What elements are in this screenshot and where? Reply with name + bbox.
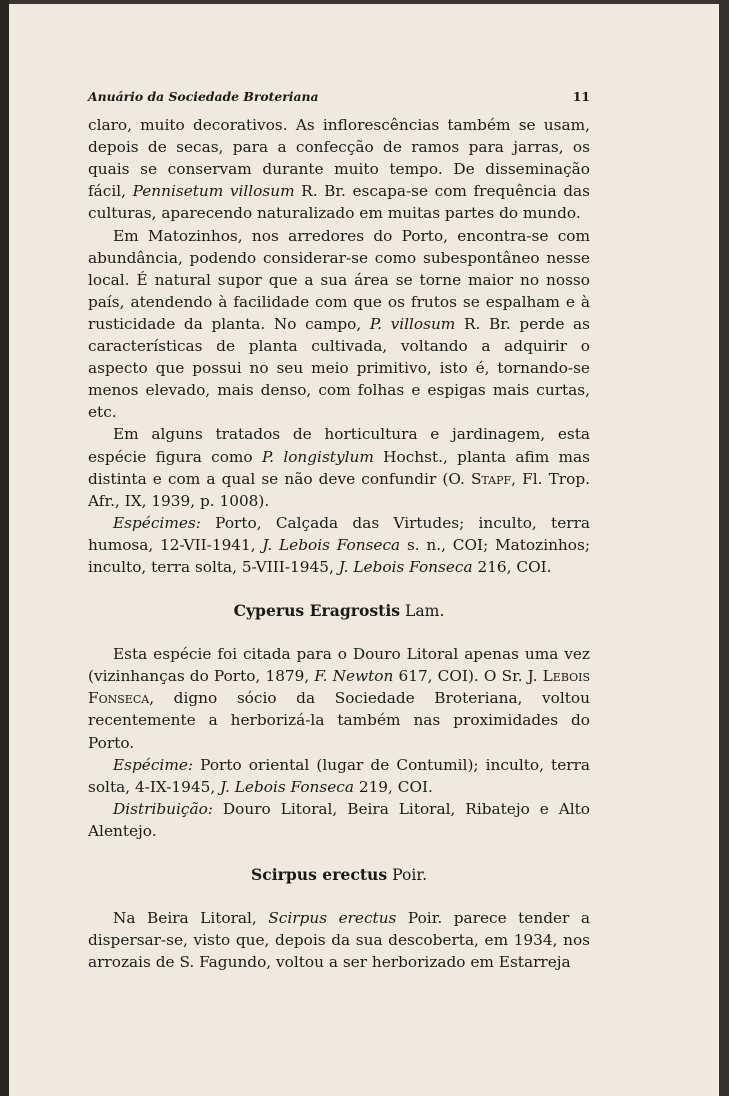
paragraph-scirpus: Na Beira Litoral, Scirpus erectus Poir. parece tender a dispersar-se, visto que, depois da sua descoberta, em 1934, nos arrozais de S. Fagundo, voltou a ser herborizado em Estarreja xyxy=(88,909,590,972)
species-name: Scirpus erectus xyxy=(268,909,397,928)
paragraph-cyperus-citation: Esta espécie foi citada para o Douro Litoral apenas uma vez (vizinhanças do Porto, 1879, F. Newton 617, COI). O Sr. J. Lebois Fonseca, digno sócio da Sociedade Broteriana, voltou recentemente a herborizá-la também nas proximidades do Porto. xyxy=(88,645,590,752)
section-heading-scirpus: Scirpus erectus Poir. xyxy=(250,865,428,884)
collector-name: J. Lebois Fonseca xyxy=(262,535,401,554)
collector-name: J. Lebois Fonseca xyxy=(220,777,354,796)
page-top-edge xyxy=(0,0,729,4)
species-name: Pennisetum villosum xyxy=(132,182,295,201)
section-heading-cyperus: Cyperus Eragrostis Lam. xyxy=(233,601,445,621)
collector-name: J. Lebois Fonseca xyxy=(338,557,473,576)
collector-name: F. Newton xyxy=(314,667,394,686)
species-name: P. villosum xyxy=(369,314,456,333)
running-header xyxy=(88,86,590,108)
page-body xyxy=(88,86,590,973)
distribution-label: Distribuição: xyxy=(113,799,213,818)
specimen-label: Espécime: xyxy=(113,755,194,774)
paragraph-cyperus-specimen: Espécime: Porto oriental (lugar de Contumil); inculto, terra solta, 4-IX-1945, J. Lebois Fonseca 219, COI. xyxy=(88,755,590,796)
specimens-label: Espécimes: xyxy=(113,513,201,532)
author-name: Stapf xyxy=(470,469,512,488)
paragraph-matozinhos: Em Matozinhos, nos arredores do Porto, encontra-se com abundância, podendo considerar-se como subespontâneo nesse local. É natural supor que a sua área se torne maior no nosso país, atendendo à facilidade com que os frutos se espalham e à rusticidade da planta. No campo, P. villosum R. Br. perde as características de planta cultivada, voltando a adquirir o aspecto que possui no seu meio primitivo, isto é, tornando-se menos elevado, mais denso, com folhas e espigas mais curtas, etc. xyxy=(88,226,591,422)
paragraph-horticulture: Em alguns tratados de horticultura e jardinagem, esta espécie figura como P. longistylum Hochst., planta afim mas distinta e com a qual se não deve confundir (O. Stapf, Fl. Trop. Afr., IX, 1939, p. 1008). xyxy=(88,425,590,510)
page-number: 11 xyxy=(572,89,590,104)
paragraph-cyperus-distribution: Distribuição: Douro Litoral, Beira Litoral, Ribatejo e Alto Alentejo. xyxy=(88,799,590,840)
paragraph-specimens: Espécimes: Porto, Calçada das Virtudes; inculto, terra humosa, 12-VII-1941, J. Lebois Fonseca s. n., COI; Matozinhos; inculto, terra solta, 5-VIII-1945, J. Lebois Fonseca 216, COI. xyxy=(88,513,591,576)
paragraph-pennisetum-decorative: claro, muito decorativos. As inflorescências também se usam, depois de secas, para a confecção de ramos para jarras, os quais se conservam durante muito tempo. De disseminação fácil, Pennisetum villosum R. Br. escapa-se com frequência das culturas, aparecendo naturalizado em muitas partes do mundo. xyxy=(88,116,591,223)
journal-title: Anuário da Sociedade Broteriana xyxy=(88,89,319,104)
species-name: P. longistylum xyxy=(261,447,374,466)
page-left-edge xyxy=(0,0,9,1096)
person-name: Lebois Fonseca xyxy=(88,667,590,708)
page-right-edge xyxy=(719,0,729,1096)
